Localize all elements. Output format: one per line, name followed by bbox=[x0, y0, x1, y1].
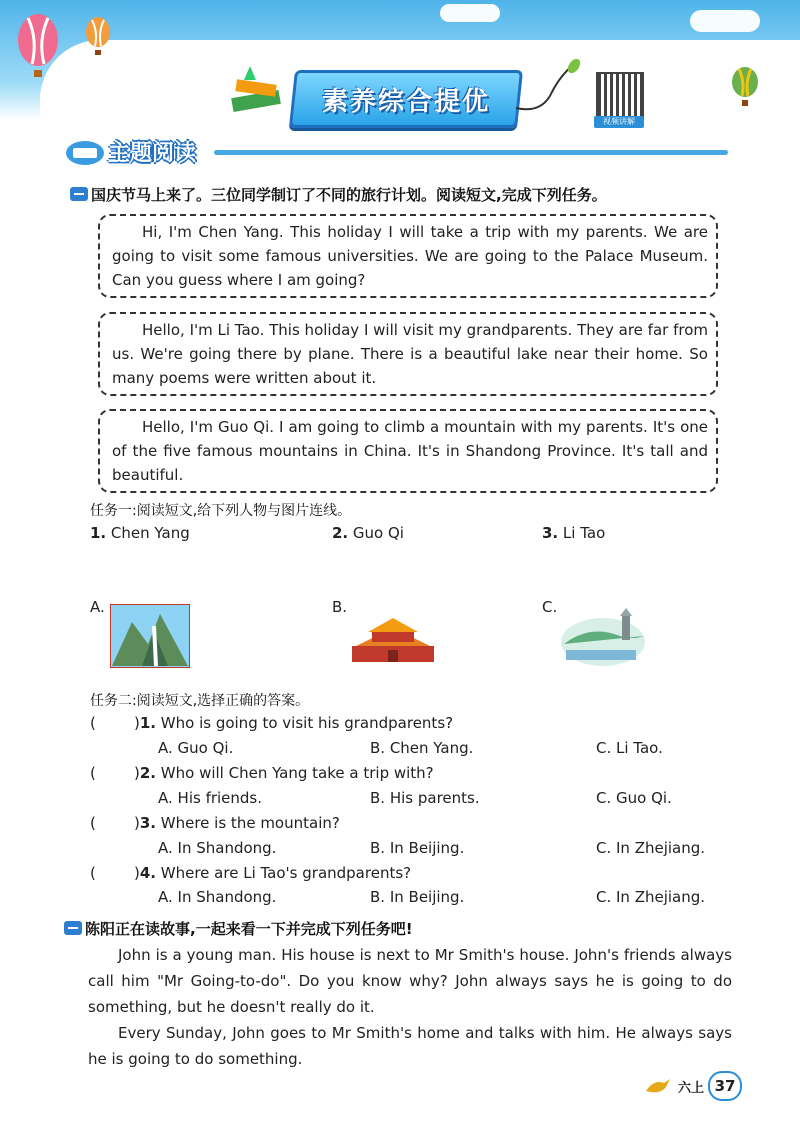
part2-heading: 陈阳正在读故事,一起来看一下并完成下列任务吧! bbox=[64, 918, 413, 939]
person-li-tao[interactable]: 3. Li Tao bbox=[542, 524, 606, 542]
question-3: ( )3. Where is the mountain? bbox=[90, 814, 340, 832]
cloud bbox=[690, 10, 760, 32]
answer-blank[interactable]: ( bbox=[90, 814, 96, 832]
picture-label-b: B. bbox=[332, 598, 348, 616]
page-number: 37 bbox=[708, 1071, 742, 1101]
option-b[interactable]: B. His parents. bbox=[370, 789, 480, 807]
banner-title bbox=[289, 70, 523, 128]
option-b[interactable]: B. In Beijing. bbox=[370, 839, 465, 857]
books-icon bbox=[224, 64, 288, 124]
task1-title: 任务一:阅读短文,给下列人物与图片连线。 bbox=[90, 503, 352, 519]
option-c[interactable]: C. In Zhejiang. bbox=[596, 839, 706, 857]
answer-blank[interactable]: ( bbox=[90, 864, 96, 882]
option-a[interactable]: A. His friends. bbox=[158, 789, 263, 807]
person-guo-qi[interactable]: 2. Guo Qi bbox=[332, 524, 404, 542]
grade-label: 六上 bbox=[678, 1080, 705, 1096]
picture-label-c: C. bbox=[542, 598, 558, 616]
balloon-icon bbox=[728, 66, 762, 110]
option-c[interactable]: C. In Zhejiang. bbox=[596, 888, 706, 906]
picture-label-a: A. bbox=[90, 598, 105, 616]
option-a[interactable]: A. In Shandong. bbox=[158, 839, 277, 857]
option-a[interactable]: A. Guo Qi. bbox=[158, 739, 234, 757]
lake-picture[interactable] bbox=[560, 606, 646, 668]
question-2: ( )2. Who will Chen Yang take a trip with? bbox=[90, 764, 434, 782]
answer-blank[interactable]: ( bbox=[90, 764, 96, 782]
passage-chen-yang: Hi, I'm Chen Yang. This holiday I will take a trip with my parents. We are going to visit some famous universities. We are going to the Palace Museum. Can you guess where I am going? bbox=[98, 214, 718, 298]
option-a[interactable]: A. In Shandong. bbox=[158, 888, 277, 906]
question-4: ( )4. Where are Li Tao's grandparents? bbox=[90, 864, 412, 882]
passage-li-tao: Hello, I'm Li Tao. This holiday I will visit my grandparents. They are far from us. We're going there by plane. There is a beautiful lake near their home. So many poems were written about it. bbox=[98, 312, 718, 396]
story-text: John is a young man. His house is next to Mr Smith's house. John's friends always call him "Mr Going-to-do". Do you know why? John always says he is going to do something, but he doesn't really do it. Every Sunday, John goes to Mr Smith's home and talks with him. He always says he is going to do something. bbox=[88, 946, 732, 1068]
option-b[interactable]: B. In Beijing. bbox=[370, 888, 465, 906]
part1-heading: 国庆节马上来了。三位同学制订了不同的旅行计划。阅读短文,完成下列任务。 bbox=[70, 184, 607, 205]
cloud bbox=[440, 4, 500, 22]
task2-title: 任务二:阅读短文,选择正确的答案。 bbox=[90, 693, 310, 709]
section-number-badge bbox=[70, 187, 88, 201]
mountain-picture[interactable] bbox=[110, 604, 190, 668]
qr-code[interactable] bbox=[596, 72, 644, 120]
option-b[interactable]: B. Chen Yang. bbox=[370, 739, 474, 757]
answer-blank[interactable]: ( bbox=[90, 714, 96, 732]
hot-air-balloons-icon bbox=[10, 10, 120, 80]
option-c[interactable]: C. Li Tao. bbox=[596, 739, 663, 757]
option-c[interactable]: C. Guo Qi. bbox=[596, 789, 672, 807]
reading-icon bbox=[64, 138, 106, 166]
section-number-badge bbox=[64, 921, 82, 935]
banner-title-text: 素养综合提优 bbox=[321, 86, 490, 117]
section-title: 主题阅读 bbox=[108, 141, 197, 166]
question-1: ( )1. Who is going to visit his grandparents? bbox=[90, 714, 454, 732]
page-footer bbox=[644, 1072, 742, 1100]
person-chen-yang[interactable]: 1. Chen Yang bbox=[90, 524, 190, 542]
section-divider bbox=[214, 150, 728, 155]
bird-icon bbox=[644, 1075, 672, 1097]
qr-label: 视频讲解 bbox=[594, 116, 644, 128]
section-title-bar bbox=[64, 138, 728, 164]
passage-guo-qi: Hello, I'm Guo Qi. I am going to climb a mountain with my parents. It's one of the five famous mountains in China. It's in Shandong Province. It's tall and beautiful. bbox=[98, 409, 718, 493]
palace-museum-picture[interactable] bbox=[348, 614, 438, 664]
pen-icon bbox=[512, 58, 582, 118]
